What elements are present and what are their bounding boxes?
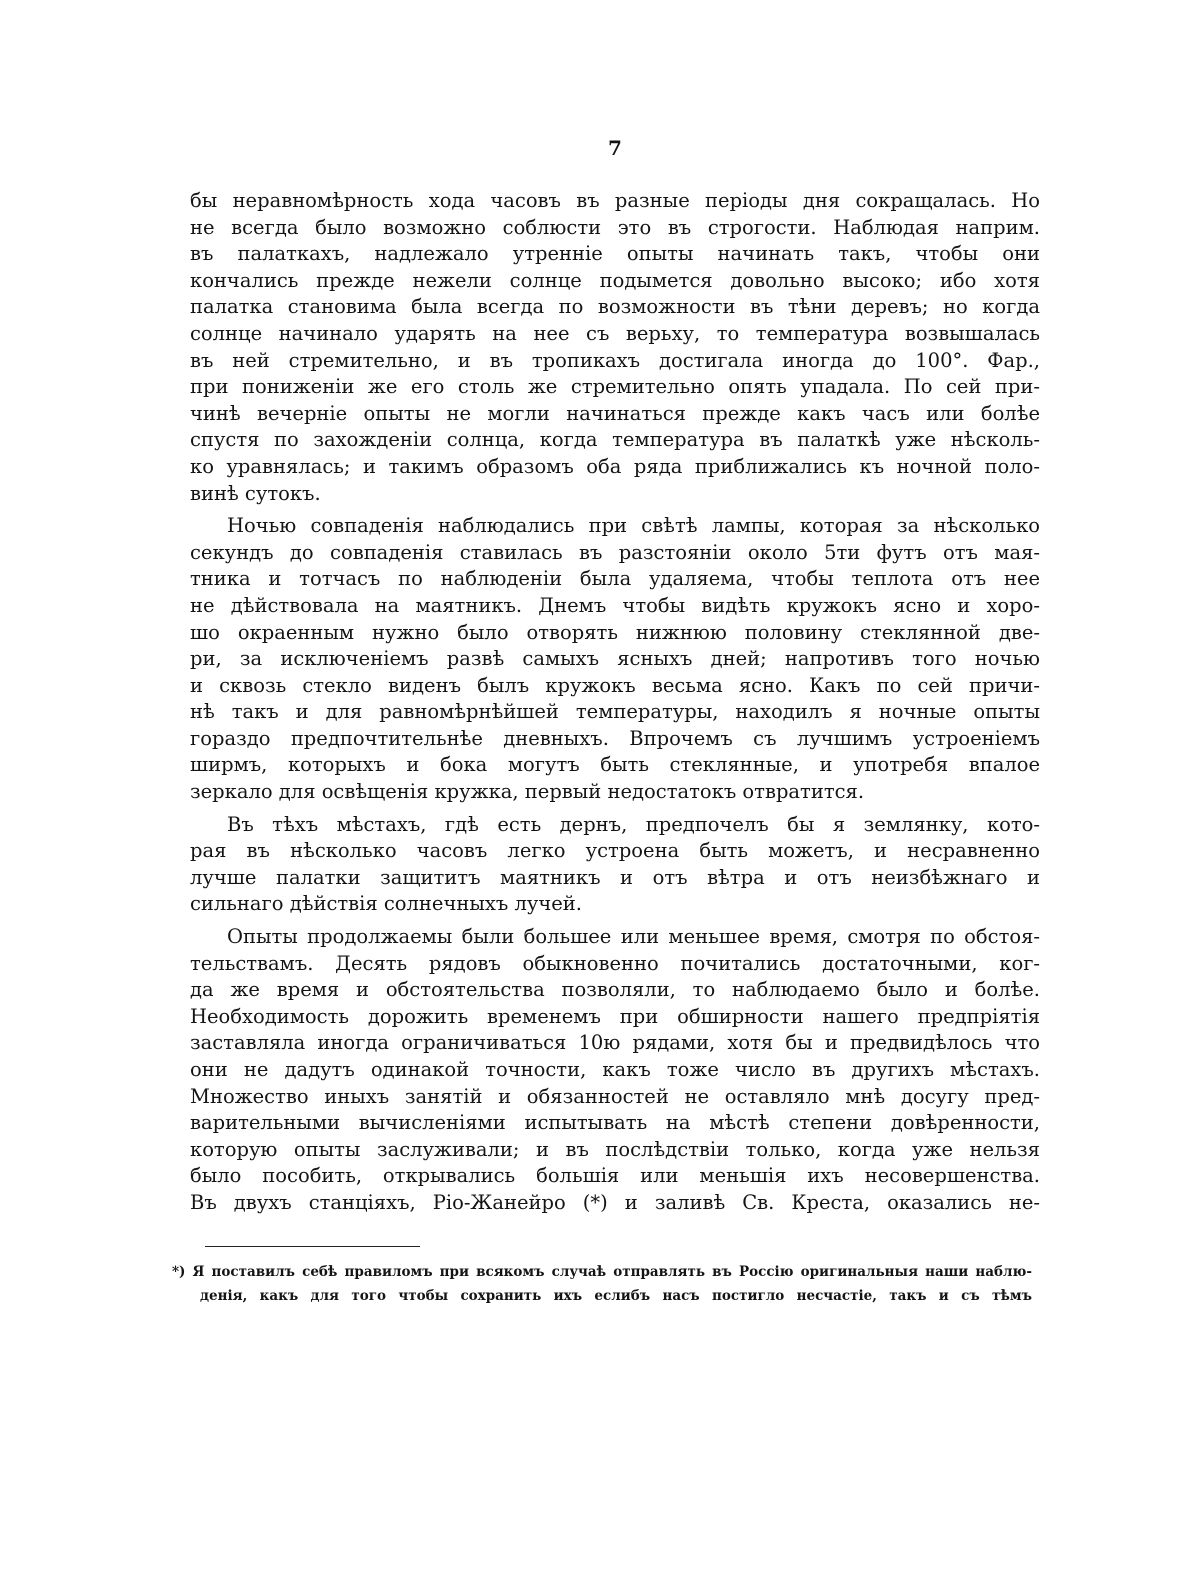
text-line: Множество иныхъ занятій и обязанностей не оставляло мнѣ досугу пред- [190, 1084, 1040, 1108]
footnote-divider [205, 1246, 420, 1247]
text-line: спустя по захожденіи солнца, когда температура въ палаткѣ уже нѣсколь- [190, 428, 1040, 452]
text-line: солнце начинало ударять на нее съ верьху, то температура возвышалась [190, 321, 1040, 345]
text-line: зеркало для освѣщенія кружка, первый недостатокъ отвратится. [190, 780, 865, 804]
text-line: Необходимость дорожить временемъ при обширности нашего предпріятія [190, 1004, 1040, 1028]
text-line: въ ней стремительно, и въ тропикахъ достигала иногда до 100°. Фар., [190, 348, 1040, 372]
text-line: чинѣ вечерніе опыты не могли начинаться прежде какъ часъ или болѣе [190, 401, 1040, 425]
footnote [172, 1260, 1032, 1308]
text-line: гораздо предпочтительнѣе дневныхъ. Впрочемъ съ лучшимъ устроеніемъ [190, 726, 1040, 750]
text-line: Въ двухъ станціяхъ, Ріо-Жанейро (*) и заливѣ Св. Креста, оказались не- [190, 1190, 1040, 1214]
text-line: Ночью совпаденія наблюдались при свѣтѣ лампы, которая за нѣсколько [227, 514, 1040, 538]
text-line: и сквозь стекло виденъ былъ кружокъ весьма ясно. Какъ по сей причи- [190, 673, 1040, 697]
text-line: ри, за исключеніемъ развѣ самыхъ ясныхъ дней; напротивъ того ночью [190, 647, 1040, 671]
text-line: палатка становима была всегда по возможности въ тѣни деревъ; но когда [190, 295, 1040, 319]
text-line: шо окраенным нужно было отворять нижнюю половину стеклянной две- [190, 620, 1040, 644]
text-line: Опыты продолжаемы были большее или меньшее время, смотря по обстоя- [227, 925, 1040, 949]
footnote-line: *) Я поставилъ себѣ правиломъ при всякомъ случаѣ отправлять въ Россію оригинальныя наши наблю- [172, 1264, 1032, 1280]
text-line: заставляла иногда ограничиваться 10ю рядами, хотя бы и предвидѣлось что [190, 1031, 1040, 1055]
text-line: бы неравномѣрность хода часовъ въ разные періоды дня сокращалась. Но [190, 189, 1040, 212]
text-line: не дѣйствовала на маятникъ. Днемъ чтобы видѣть кружокъ ясно и хоро- [190, 593, 1040, 617]
text-line: лучше палатки защититъ маятникъ и отъ вѣтра и отъ неизбѣжнаго и [190, 865, 1040, 889]
text-line: сильнаго дѣйствія солнечныхъ лучей. [190, 892, 582, 916]
paragraph-1 [190, 188, 1040, 507]
paragraph-2 [190, 513, 1040, 806]
text-line: варительными вычисленіями испытывать на мѣстѣ степени довѣренности, [190, 1111, 1040, 1135]
text-line: ширмъ, которыхъ и бока могутъ быть стеклянные, и употребя впалое [190, 753, 1040, 777]
text-line: да же время и обстоятельства позволяли, то наблюдаемо было и болѣе. [190, 978, 1040, 1002]
text-line: ко уравнялась; и такимъ образомъ оба ряда приближались къ ночной поло- [190, 454, 1040, 478]
text-line: въ палаткахъ, надлежало утренніе опыты начинать такъ, чтобы они [190, 242, 1040, 266]
text-line: тельствамъ. Десять рядовъ обыкновенно почитались достаточными, ког- [190, 951, 1040, 975]
paragraph-3 [190, 812, 1040, 918]
text-line: тника и тотчасъ по наблюденіи была удаляема, чтобы теплота отъ нее [190, 567, 1040, 591]
text-line: Въ тѣхъ мѣстахъ, гдѣ есть дернъ, предпочелъ бы я землянку, кото- [227, 812, 1040, 836]
text-line: кончались прежде нежели солнце подымется довольно высоко; ибо хотя [190, 268, 1040, 292]
page-number: 7 [608, 136, 622, 160]
text-line: было пособить, открывались большія или меньшія ихъ несовершенства. [190, 1164, 1040, 1188]
text-line: которую опыты заслуживали; и въ послѣдствіи только, когда уже нельзя [190, 1137, 1040, 1161]
paragraph-4 [190, 924, 1040, 1217]
text-line: не всегда было возможно соблюсти это въ строгости. Наблюдая наприм. [190, 215, 1040, 239]
text-line: рая въ нѣсколько часовъ легко устроена быть можетъ, и несравненно [190, 839, 1040, 863]
text-line: при пониженіи же его столь же стремительно опять упадала. По сей при- [190, 375, 1040, 399]
text-line: секундъ до совпаденія ставилась въ разстояніи около 5ти футъ отъ мая- [190, 540, 1040, 564]
text-line: нѣ такъ и для равномѣрнѣйшей температуры, находилъ я ночные опыты [190, 700, 1040, 724]
footnote-line: денія, какъ для того чтобы сохранить ихъ еслибъ насъ постигло несчастіе, такъ и съ тѣмъ [200, 1288, 1032, 1304]
text-line: они не дадутъ одинакой точности, какъ тоже число въ другихъ мѣстахъ. [190, 1058, 1040, 1081]
text-line: винѣ сутокъ. [190, 481, 321, 505]
body-text [190, 188, 1040, 1217]
